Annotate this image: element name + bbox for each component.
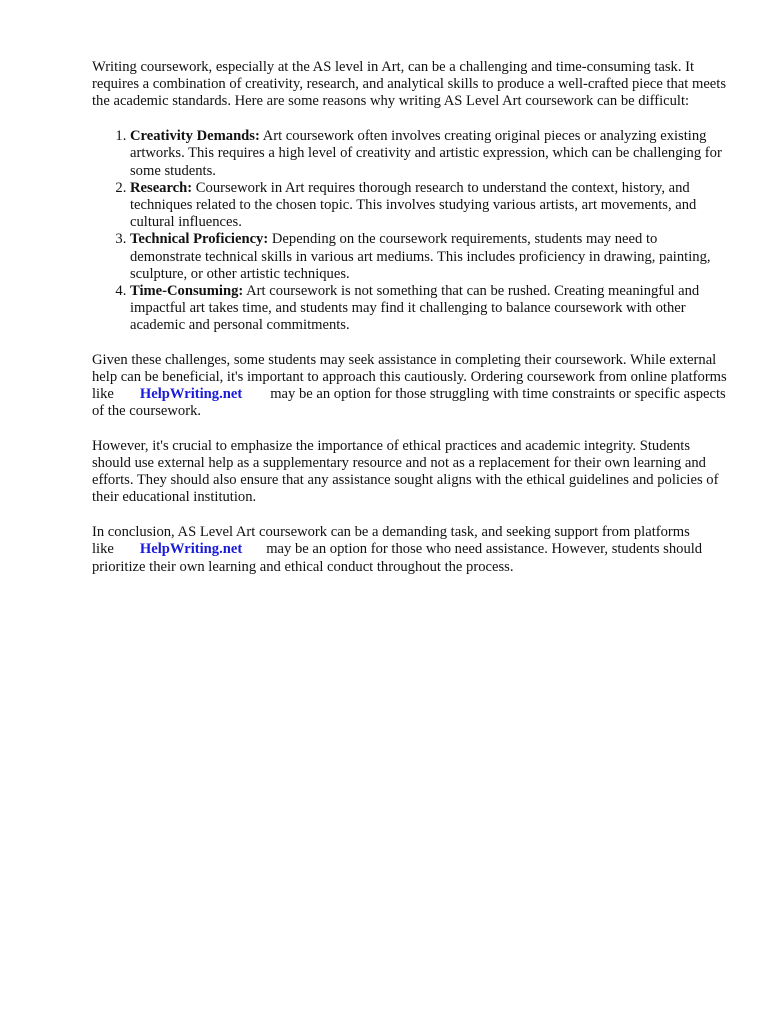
- reason-term: Creativity Demands:: [130, 128, 260, 145]
- reasons-list: [92, 128, 728, 334]
- reason-text: Art coursework often involves creating original pieces or analyzing existing artworks. This requires a high level of creativity and artistic expression, which can be challenging for some students.: [130, 128, 722, 179]
- reason-term: Technical Proficiency:: [130, 231, 269, 248]
- conclusion-text-before: In conclusion, AS Level Art coursework can be a demanding task, and seeking support from platforms like: [92, 524, 690, 558]
- reason-term: Research:: [130, 179, 193, 196]
- reason-text: Depending on the coursework requirements, students may need to demonstrate technical skills in various art mediums. This includes proficiency in drawing, painting, sculpture, or other artistic techniques.: [130, 231, 711, 282]
- helpwriting-link[interactable]: HelpWriting.net: [139, 385, 243, 402]
- reason-text: Art coursework is not something that can be rushed. Creating meaningful and impactful art takes time, and students may find it challenging to balance coursework with other academic and personal commitments.: [130, 282, 700, 334]
- list-item: [130, 283, 728, 335]
- intro-paragraph: Writing coursework, especially at the AS level in Art, can be a challenging and time-consuming task. It requires a combination of creativity, research, and analytical skills to produce a well-crafted piece that meets the academic standards. Here are some reasons why writing AS Level Art coursework can be difficult:: [92, 59, 727, 110]
- assistance-text-before: Given these challenges, some students may seek assistance in completing their coursework. While external help can be beneficial, it's important to approach this cautiously. Ordering coursework from online platforms like: [92, 351, 727, 402]
- conclusion-paragraph: [92, 524, 728, 576]
- conclusion-text-after: may be an option for those who need assistance. However, students should prioritize their own learning and ethical conduct throughout the process.: [92, 541, 703, 575]
- assistance-text-after: may be an option for those struggling with time constraints or specific aspects of the coursework.: [92, 385, 726, 420]
- list-item: [130, 128, 728, 180]
- reason-text: Coursework in Art requires thorough research to understand the context, history, and techniques related to the chosen topic. This involves studying various artists, art movements, and cultural influences.: [130, 179, 697, 231]
- document-page: [92, 59, 728, 593]
- assistance-paragraph: [92, 352, 728, 421]
- reason-term: Time-Consuming:: [130, 282, 244, 299]
- list-item: [130, 180, 728, 232]
- helpwriting-link[interactable]: HelpWriting.net: [139, 541, 243, 558]
- ethics-paragraph: However, it's crucial to emphasize the importance of ethical practices and academic integrity. Students should use external help as a supplementary resource and not as a replacement for their own learning and efforts. They should also ensure that any assistance sought aligns with the ethical guidelines and policies of their educational institution.: [92, 437, 719, 506]
- list-item: [130, 231, 728, 283]
